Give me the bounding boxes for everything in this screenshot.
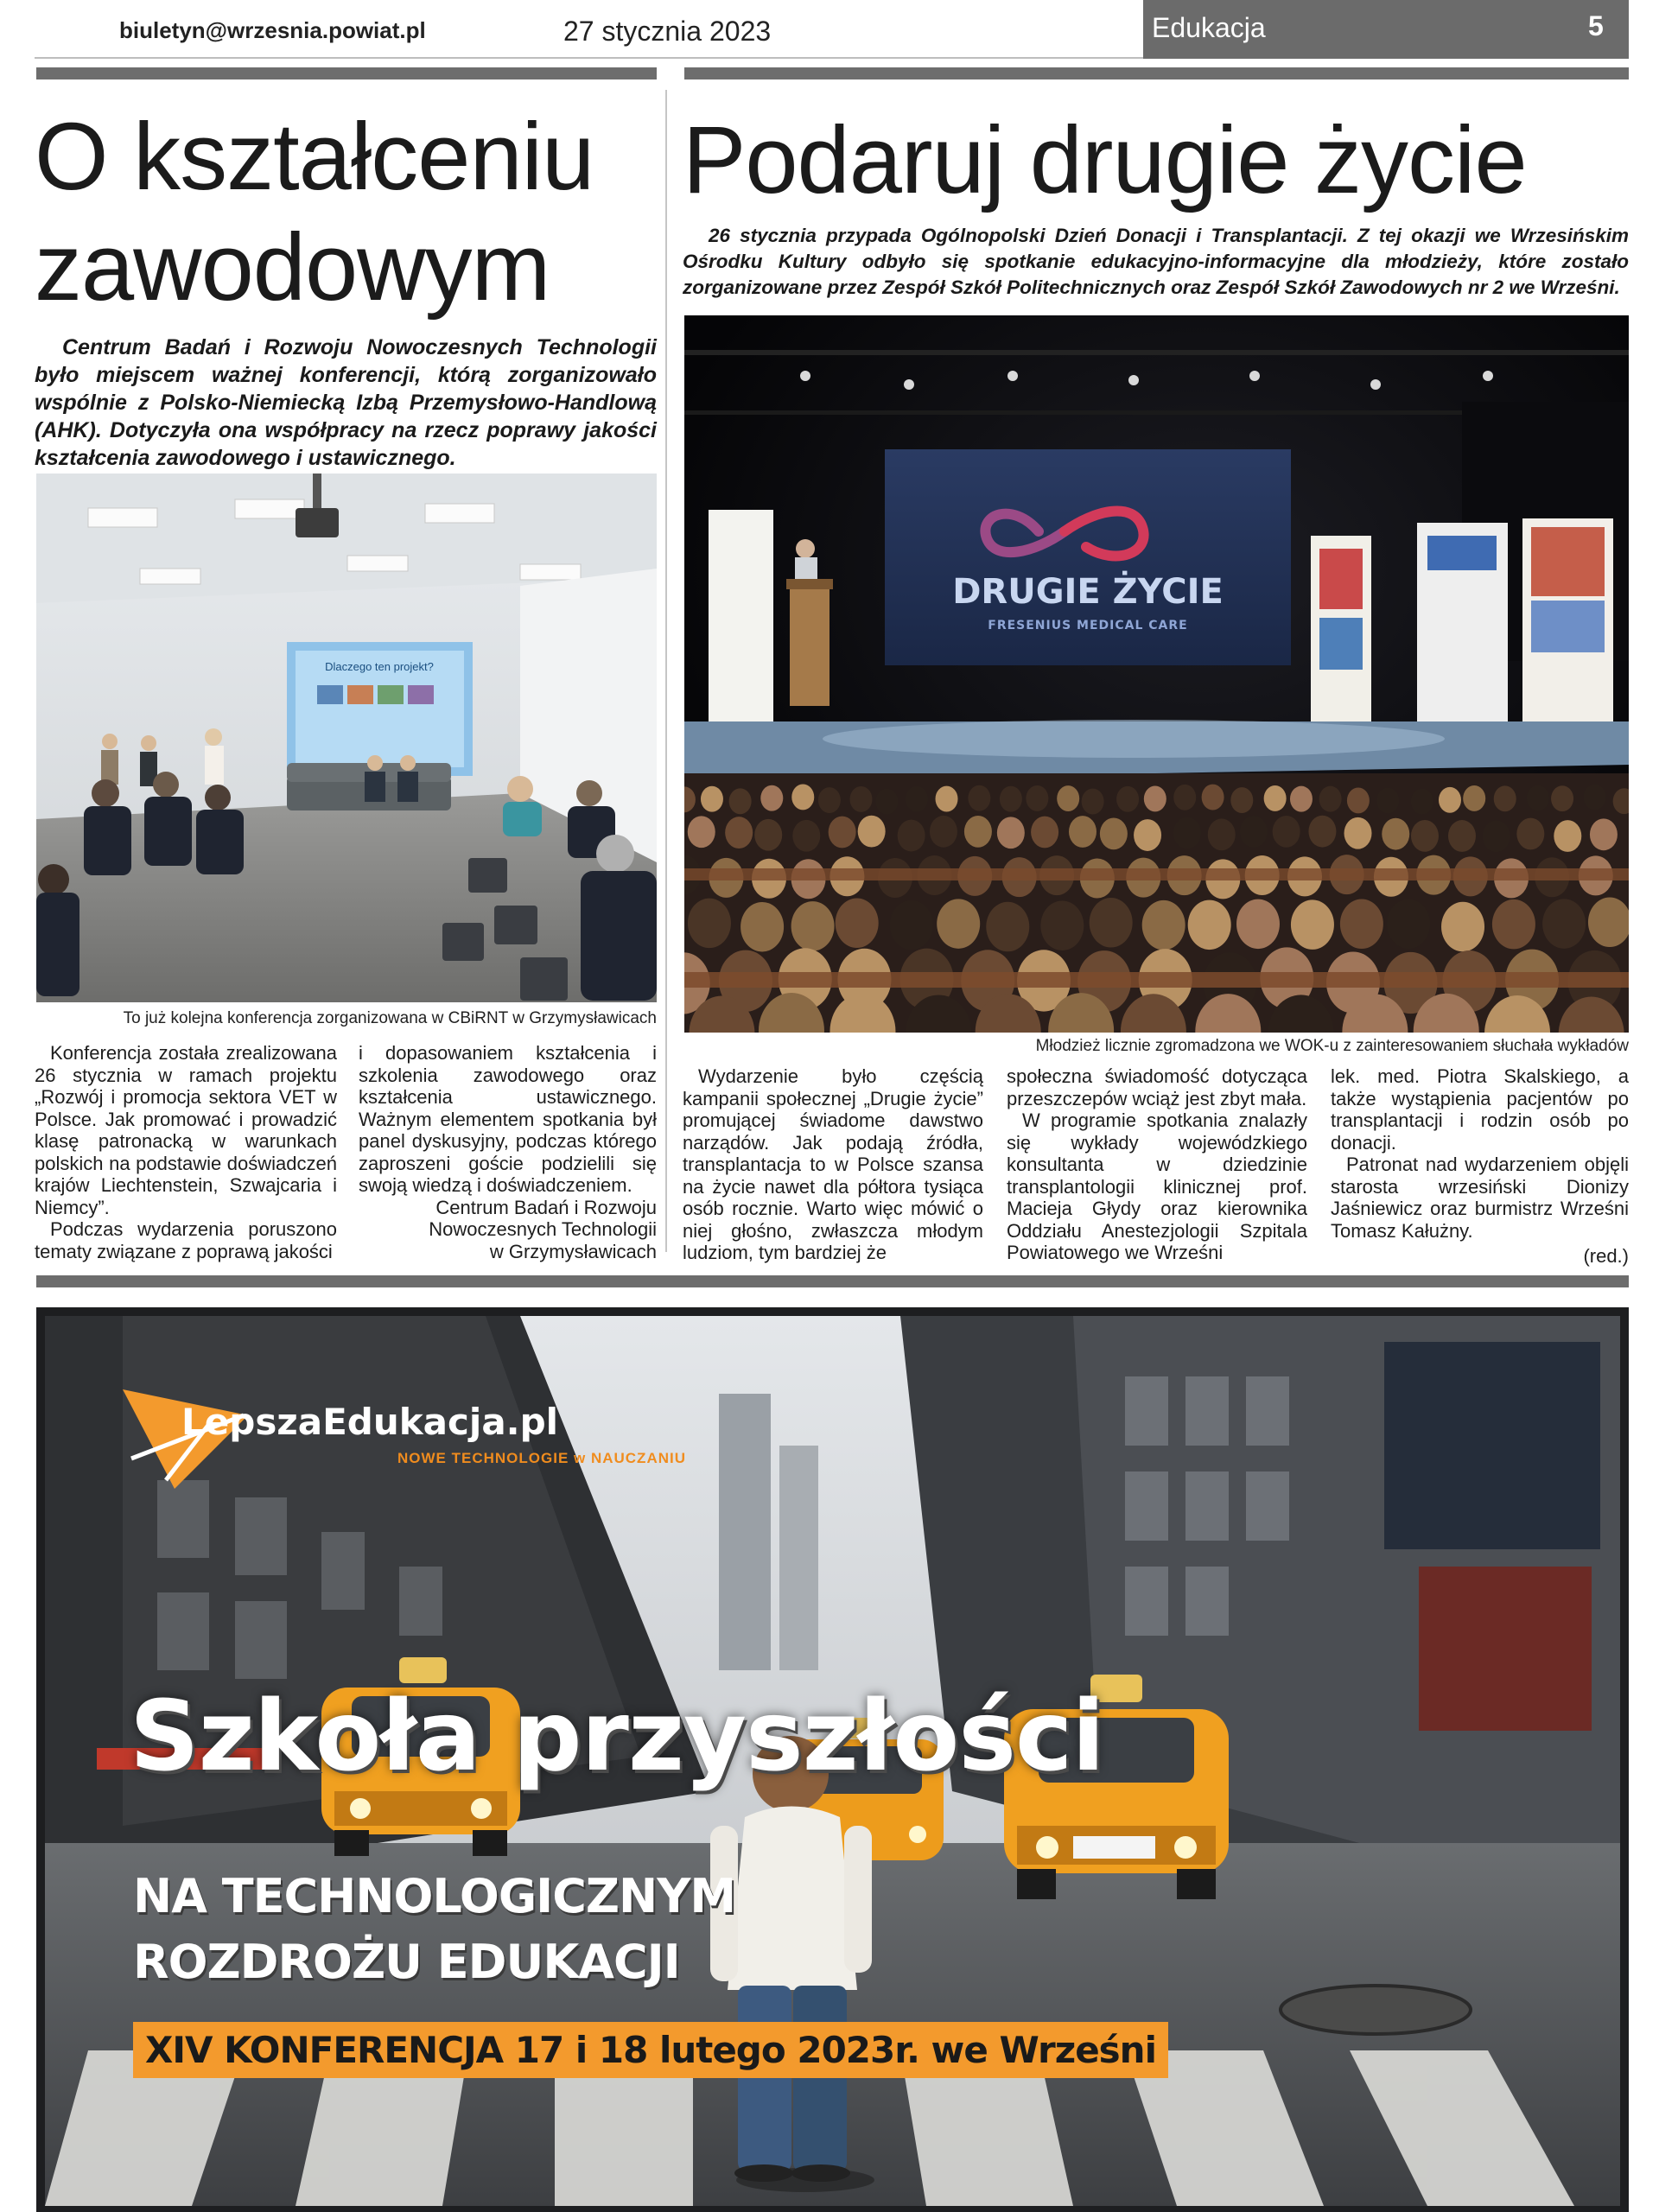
audience-head — [1590, 818, 1618, 850]
audience-head — [1144, 785, 1166, 811]
audience-head — [1448, 820, 1476, 852]
audience-head — [688, 816, 715, 848]
signature: (red.) — [1583, 1245, 1629, 1267]
slide-text: Dlaczego ten projekt? — [325, 660, 434, 673]
audience-head — [1208, 818, 1236, 850]
audience-head — [1134, 819, 1161, 851]
right-article-column-2 — [1007, 1065, 1307, 1264]
audience-head — [1240, 816, 1268, 848]
audience-head — [890, 900, 933, 950]
audience-head — [1000, 786, 1022, 812]
audience-head — [1463, 785, 1485, 811]
audience-head — [1441, 902, 1484, 952]
audience-head — [930, 816, 957, 848]
audience-head — [936, 786, 958, 812]
header-date: 27 stycznia 2023 — [563, 16, 772, 47]
right-article-top-rule — [684, 67, 1629, 79]
audience-head — [792, 820, 820, 852]
left-article-column-1 — [35, 1042, 337, 1262]
audience-head — [829, 817, 856, 849]
audience-head — [729, 788, 752, 814]
paragraph: Patronat nad wydarzeniem objęli starosta wrzesiński Dionizy Jaśniewicz oraz burmistrz Wrześni Tomasz Kałużny. — [1331, 1154, 1629, 1242]
audience-head — [1100, 817, 1128, 849]
header-email: biuletyn@wrzesnia.powiat.pl — [119, 17, 426, 43]
audience-head — [875, 789, 898, 815]
audience-head — [701, 786, 723, 812]
audience-head — [791, 785, 814, 810]
paragraph: Konferencja została zrealizowana 26 stycznia w ramach projektu „Rozwój i promocja sektora VET w Polsce. Jak promować i prowadzić klasę patronacką w warunkach polskich na podstawie doświadczeń krajów Liechtenstein, Szwajcaria i Niemcy”. — [35, 1042, 337, 1218]
audience-head — [1273, 816, 1300, 848]
conference-advertisement — [36, 1307, 1629, 2212]
audience-head — [968, 785, 990, 811]
audience-head — [997, 817, 1025, 849]
audience-head — [1527, 785, 1549, 811]
section-label: Edukacja — [1152, 12, 1266, 43]
right-article-column-1 — [683, 1065, 983, 1264]
audience-head — [1382, 818, 1409, 850]
audience-head — [1554, 820, 1581, 852]
audience-head — [836, 899, 879, 949]
audience-head — [760, 785, 783, 811]
right-article-title: Podaruj drugie życie — [683, 107, 1527, 213]
audience-head — [1584, 785, 1606, 810]
audience-head — [1551, 785, 1573, 811]
right-photo-caption: Młodzież licznie zgromadzona we WOK-u z zainteresowaniem słuchała wykładów — [1035, 1037, 1629, 1055]
audience-head — [1082, 789, 1104, 815]
audience-head — [741, 902, 784, 952]
audience-head — [1090, 898, 1133, 948]
audience-head — [1188, 900, 1231, 950]
audience-head — [818, 787, 841, 813]
audience-head — [1069, 816, 1096, 848]
audience-head — [1142, 900, 1185, 950]
signature: Nowoczesnych Technologii — [429, 1218, 657, 1240]
ad-top-rule — [36, 1275, 1629, 1287]
audience-head — [1319, 786, 1342, 812]
conference-room-photo — [36, 474, 657, 1002]
audience-head — [791, 901, 835, 951]
left-article-lead: Centrum Badań i Rozwoju Nowoczesnych Technologii było miejscem ważnej konferencji, którą zorganizowało wspólnie z Polsko-Niemiecką Izbą Przemysłowo-Handlową (AHK). Dotyczyła ona współpracy na rzecz poprawy jakości kształcenia zawodowego i ustawicznego. — [35, 335, 657, 470]
ad-subtitle-line-2: ROZDROŻU EDUKACJI — [133, 1935, 680, 1989]
audience-head — [937, 899, 980, 949]
audience-head — [1344, 817, 1372, 849]
paragraph: społeczna świadomość dotycząca przeszczepów wciąż jest zbyt mała. — [1007, 1065, 1307, 1109]
audience-head — [1173, 785, 1196, 810]
audience-head — [1031, 817, 1058, 849]
audience-head — [1264, 785, 1287, 811]
audience-head — [725, 817, 753, 849]
audience-head — [849, 786, 872, 812]
paragraph: Podczas wydarzenia poruszono tematy związane z poprawą jakości — [35, 1218, 337, 1262]
left-article-column-2 — [359, 1042, 657, 1262]
signature: Centrum Badań i Rozwoju — [435, 1196, 657, 1218]
audience-head — [1439, 787, 1461, 813]
audience-head — [1308, 816, 1336, 848]
audience-head — [1116, 786, 1139, 812]
audience-head — [1340, 899, 1383, 950]
ad-brand-subtitle: NOWE TECHNOLOGIE w NAUCZANIU — [397, 1450, 686, 1466]
ad-subtitle-line-1: NA TECHNOLOGICZNYM — [133, 1869, 736, 1923]
header-divider — [35, 57, 1145, 59]
audience-head — [1202, 785, 1224, 810]
paragraph: lek. med. Piotra Skalskiego, a także wystąpienia pacjentów po transplantacji i rodzin osób po donacji. — [1331, 1065, 1629, 1154]
right-article-lead: 26 stycznia przypada Ogólnopolski Dzień Donacji i Transplantacji. Z tej okazji we Wrzesińskim Ośrodku Kultury odbyło się spotkanie edukacyjno-informacyjne dla młodzieży, które zostało zorganizowane przez Zespół Szkół Politechnicznych oraz Zespół Szkół Zawodowych nr 2 we Wrześni. — [683, 225, 1629, 298]
audience-head — [1236, 899, 1280, 950]
audience-head — [1173, 817, 1201, 849]
audience-head — [1483, 820, 1510, 852]
audience-head — [906, 786, 928, 812]
signature: w Grzymysławicach — [489, 1240, 657, 1262]
right-article-column-3 — [1331, 1065, 1629, 1268]
left-article-top-rule — [36, 67, 657, 79]
paragraph: i dopasowaniem kształcenia i szkolenia zawodowego oraz kształcenia ustawicznego. Ważnym elementem spotkania był panel dyskusyjny, podczas którego zaproszeni goście podzielili się swoją wiedzą i doświadczeniem. — [359, 1042, 657, 1196]
auditorium-photo — [684, 315, 1629, 1033]
audience-head — [898, 820, 925, 852]
ad-conference-banner: XIV KONFERENCJA 17 i 18 lutego 2023r. we Wrześni — [133, 2022, 1168, 2078]
audience-head — [1516, 818, 1544, 850]
left-photo-caption: To już kolejna konferencja zorganizowana w CBiRNT w Grzymysławicach — [123, 1009, 657, 1027]
ad-title: Szkoła przyszłości — [130, 1681, 1104, 1793]
paragraph: Wydarzenie było częścią kampanii społecznej „Drugie życie” promującej świadome dawstwo narządów. Jak podają źródła, transplantacja to w Polsce szansa na życie nawet dla półtora tysiąca osób rocznie. Warto więc mówić o niej głośno, zwłaszcza młodym ludziom, tym bardziej że — [683, 1065, 983, 1263]
audience-head — [986, 902, 1029, 952]
audience-head — [688, 899, 731, 949]
audience-head — [1290, 786, 1313, 812]
audience-head — [1411, 820, 1439, 852]
audience-head — [754, 819, 782, 851]
audience-head — [1376, 788, 1399, 814]
left-article-title: O kształceniu zawodowym — [35, 104, 594, 321]
ad-brand: LepszaEdukacja.pl — [181, 1401, 559, 1443]
audience-head — [1494, 785, 1516, 811]
audience-head — [1542, 899, 1586, 949]
audience-head — [1040, 900, 1084, 950]
audience-head — [1230, 787, 1253, 813]
screen-subtitle: FRESENIUS MEDICAL CARE — [988, 619, 1188, 632]
audience-head — [1411, 789, 1433, 815]
paragraph: W programie spotkania znalazły się wykłady wojewódzkiego konsultanta w dziedzinie transplantologii klinicznej prof. Macieja Głydy oraz kierownika Oddziału Anestezjologii Szpitala Powiatowego we Wrześni — [1007, 1109, 1307, 1263]
audience-head — [1347, 788, 1370, 814]
column-divider — [665, 90, 667, 1252]
audience-head — [1026, 785, 1048, 811]
audience-head — [1492, 899, 1535, 950]
audience-head — [1291, 899, 1334, 950]
page-number: 5 — [1588, 10, 1604, 41]
audience-head — [964, 816, 992, 848]
screen-title: DRUGIE ŻYCIE — [952, 572, 1224, 612]
audience-head — [1057, 785, 1079, 811]
audience-head — [858, 816, 886, 848]
audience-head — [1387, 899, 1430, 950]
